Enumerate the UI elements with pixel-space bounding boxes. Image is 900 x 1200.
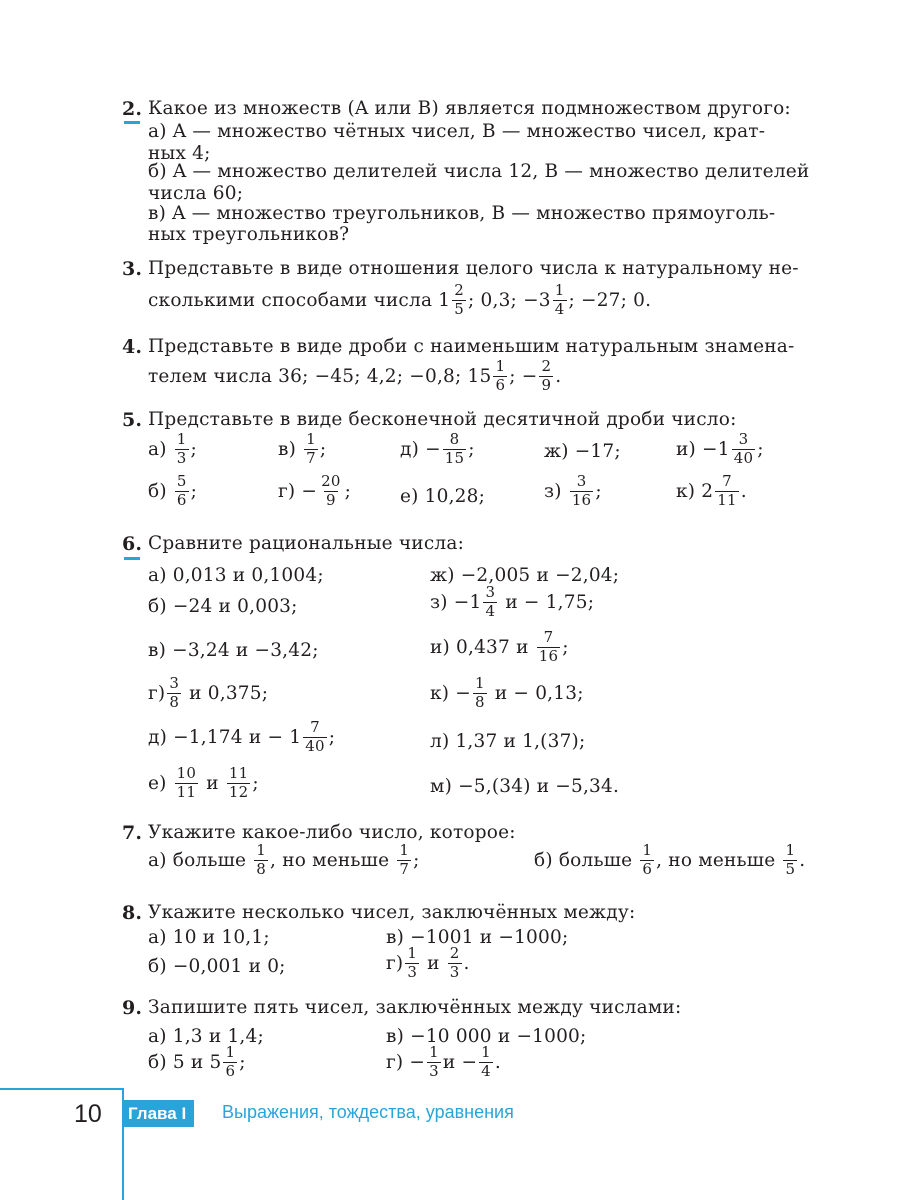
problem-5-item-a: а) 1 3 ; — [148, 430, 197, 467]
problem-6-item-zh: ж) −2,005 и −2,04; — [430, 565, 620, 586]
problem-5-item-e: е) 10,28; — [400, 486, 486, 507]
problem-2-line2: а) A — множество чётных чисел, B — множество чисел, крат- — [148, 121, 766, 142]
problem-5-item-zh: ж) −17; — [544, 441, 621, 462]
problem-2-line3: ных 4; — [148, 143, 211, 164]
problem-7-item-b: б) больше 1 6 , но меньше 1 5 . — [534, 841, 806, 878]
page-number: 10 — [74, 1100, 102, 1128]
problem-9-item-g: г) − $\frac{1}{3}$ и − $\frac{1}{4}$ . — [386, 1043, 501, 1080]
problem-9-line1: Запишите пять чисел, заключённых между числами: — [148, 997, 682, 1018]
problem-6-item-z: з) −1 3 4 и − 1,75; — [430, 583, 595, 620]
problem-7-item-a: а) больше 1 8 , но меньше 1 7 ; — [148, 841, 420, 878]
problem-5-item-z: з) 3 16 ; — [544, 472, 602, 509]
problem-3-fraction-2: 1 4 — [554, 281, 565, 318]
problem-2-line7: ных треугольников? — [148, 224, 350, 245]
chapter-title: Выражения, тождества, уравнения — [222, 1102, 514, 1122]
problem-2-number: 2. — [122, 98, 143, 120]
problem-9-item-v: в) −10 000 и −1000; — [386, 1026, 587, 1047]
problem-7-number: 7. — [122, 822, 143, 844]
problem-6-item-b: б) −24 и 0,003; — [148, 596, 298, 617]
problem-8-item-v: в) −1001 и −1000; — [386, 927, 569, 948]
problem-3-end: ; −27; 0. — [568, 289, 652, 311]
problem-9-item-a: а) 1,3 и 1,4; — [148, 1026, 264, 1047]
problem-9-number: 9. — [122, 997, 143, 1019]
problem-4-line1: Представьте в виде дроби с наименьшим натуральным знамена- — [148, 336, 795, 357]
problem-5-line1: Представьте в виде бесконечной десятичной дроби число: — [148, 409, 737, 430]
problem-6-item-m: м) −5,(34) и −5,34. — [430, 776, 620, 797]
problem-5-item-i: и) −1 3 40 ; — [676, 430, 764, 467]
problem-8-item-g: г) 1 3 и 2 3 . — [386, 944, 470, 981]
problem-5-number: 5. — [122, 409, 143, 431]
problem-2-line5: числа 60; — [148, 183, 244, 204]
problem-2-line4: б) A — множество делителей числа 12, B — множество делителей — [148, 161, 810, 182]
problem-6-number: 6. — [122, 533, 143, 555]
problem-3-fraction-1: 2 5 — [454, 281, 465, 318]
problem-4-text: телем числа 36; −45; 4,2; −0,8; 15 — [148, 365, 492, 387]
problem-4-line2 — [148, 359, 561, 394]
problem-8-item-a: а) 10 и 10,1; — [148, 927, 270, 948]
problem-5-item-b: б) 5 6 ; — [148, 472, 198, 509]
problem-3-line2 — [148, 283, 651, 318]
problem-4-mid: ; − — [509, 365, 538, 387]
problem-5-item-v: в) 1 7 ; — [278, 430, 327, 467]
problem-6-item-k: к) − $\frac{1}{8}$ и − 0,13; — [430, 674, 584, 711]
problem-9-item-b: б) 5 и 5 1 6 ; — [148, 1043, 246, 1080]
chapter-badge: Глава I — [124, 1100, 194, 1127]
footer-rule-horizontal — [0, 1088, 124, 1090]
problem-4-fraction-1: 1 6 — [495, 357, 506, 394]
problem-6-item-l: л) 1,37 и 1,(37); — [430, 731, 586, 752]
problem-3-text: сколькими способами числа — [148, 289, 433, 311]
problem-6-item-e: е) 10 11 и 11 12 ; — [148, 764, 259, 801]
problem-6-item-g: г) 3 8 и 0,375; — [148, 674, 269, 711]
problem-5-item-d: д) − $\frac{8}{15}$ ; — [400, 430, 475, 467]
problem-5-item-g: г) − $\frac{20}{9}$ ; — [278, 472, 352, 509]
problem-6-line1: Сравните рациональные числа: — [148, 533, 465, 554]
problem-6-underline — [124, 557, 140, 560]
problem-3-number: 3. — [122, 258, 143, 280]
problem-4-end: . — [555, 365, 562, 387]
problem-8-line1: Укажите несколько чисел, заключённых между: — [148, 902, 636, 923]
problem-8-number: 8. — [122, 902, 143, 924]
problem-7-line1: Укажите какое-либо число, которое: — [148, 822, 516, 843]
problem-4-fraction-2: $\frac{2}{9}$ — [541, 357, 552, 394]
problem-3-line1: Представьте в виде отношения целого числа к натуральному не- — [148, 258, 799, 279]
problem-2-line6: в) A — множество треугольников, B — множество прямоуголь- — [148, 203, 776, 224]
problem-6-item-i: и) 0,437 и 7 16 ; — [430, 628, 569, 665]
problem-6-item-a: а) 0,013 и 0,1004; — [148, 565, 324, 586]
problem-6-item-v: в) −3,24 и −3,42; — [148, 640, 319, 661]
problem-6-item-d: д) −1,174 и − 1 7 40 ; — [148, 718, 336, 755]
problem-5-item-k: к) 2 7 11 . — [676, 472, 747, 509]
problem-3-mid: ; 0,3; −3 — [468, 289, 551, 311]
problem-8-item-b: б) −0,001 и 0; — [148, 956, 286, 977]
problem-4-number: 4. — [122, 336, 143, 358]
problem-3-whole-1: 1 — [438, 289, 451, 311]
problem-2-underline — [124, 121, 140, 124]
problem-2-line1: Какое из множеств (A или B) является подмножеством другого: — [148, 98, 791, 119]
